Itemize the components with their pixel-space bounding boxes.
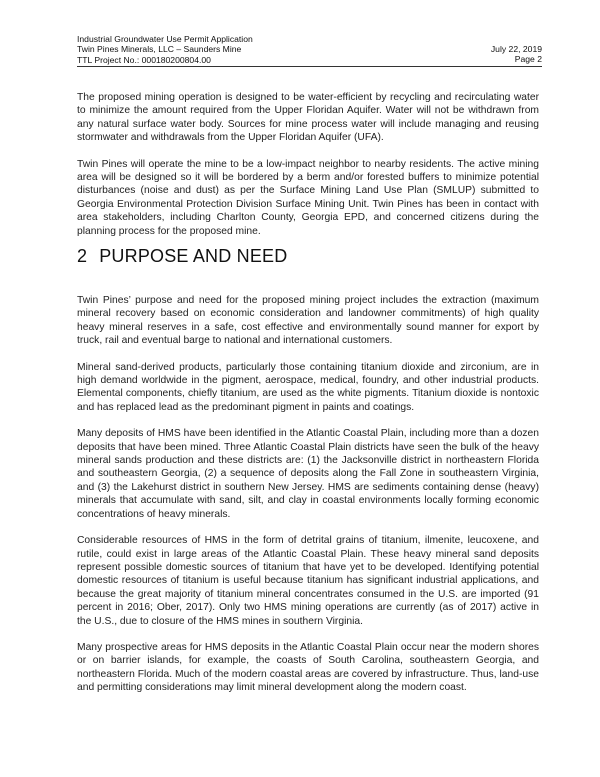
header-right: [491, 44, 542, 65]
paragraph: Considerable resources of HMS in the form of detrital grains of titanium, ilmenite, leucoxene, and rutile, could exist in large areas of the Atlantic Coastal Plain. These heavy mineral sand deposits represent possible domestic sources of titanium that have yet to be developed. Identifying potential domestic resources of titanium is useful because titanium has significant industrial applications, and because the great majority of titanium mineral concentrates consumed in the U.S. are imported (91 percent in 2016; Ober, 2017). Only two HMS mining operations are currently (as of 2017) active in the U.S., due to closure of the HMS mines in southern Virginia.: [77, 535, 539, 627]
header-company: Twin Pines Minerals, LLC – Saunders Mine: [77, 44, 242, 55]
header-document-title: Industrial Groundwater Use Permit Application: [77, 34, 253, 44]
header-project-number: TTL Project No.: 000180200804.00: [77, 54, 211, 65]
section-heading: [77, 246, 287, 267]
section-title: PURPOSE AND NEED: [99, 246, 288, 266]
paragraph: The proposed mining operation is designed to be water-efficient by recycling and recirculating water to minimize the amount required from the Upper Floridan Aquifer. Water will not be withdrawn from any natural surface water body. Sources for mine process water will include managing and reusing stormwater and withdrawals from the Upper Floridan Aquifer (UFA).: [77, 92, 539, 144]
intro-text-block: [77, 91, 539, 238]
header-left: [77, 34, 253, 65]
header-divider: [77, 66, 542, 67]
paragraph: Mineral sand-derived products, particularly those containing titanium dioxide and zirconium, are in high demand worldwide in the pigment, aerospace, medical, foundry, and other industrial products. Elemental components, chiefly titanium, are used as the white pigments. Titanium dioxide is nontoxic and has replaced lead as the predominant pigment in paints and coatings.: [77, 361, 539, 413]
header-page-number: Page 2: [514, 54, 542, 65]
header-date: July 22, 2019: [490, 44, 542, 54]
section-text-block: [77, 294, 539, 695]
page-header: [77, 31, 542, 67]
paragraph: Many prospective areas for HMS deposits in the Atlantic Coastal Plain occur near the modern shores or on barrier islands, for example, the coasts of South Carolina, southeastern Georgia, and northeastern Florida. Much of the modern coastal areas are covered by infrastructure. Thus, land-use and permitting considerations may limit mineral development along the modern coast.: [77, 641, 539, 694]
paragraph: Twin Pines will operate the mine to be a low-impact neighbor to nearby residents. The active mining area will be designed so it will be bordered by a berm and/or forested buffers to minimize potential disturbances (noise and dust) as per the Surface Mining Land Use Plan (SMLUP) submitted to Georgia Environmental Protection Division Surface Mining Unit. Twin Pines has been in contact with area stakeholders, including Charlton County, Georgia EPD, and concerned citizens during the planning process for the proposed mine.: [77, 158, 539, 237]
paragraph: Twin Pines’ purpose and need for the proposed mining project includes the extraction (maximum mineral recovery based on economic consideration and landowner commitments) of high quality heavy mineral reserves in a safe, cost effective and environmentally sound manner for export by truck, rail and eventual barge to national and international customers.: [77, 295, 539, 347]
section-number: 2: [77, 246, 88, 266]
paragraph: Many deposits of HMS have been identified in the Atlantic Coastal Plain, including more than a dozen deposits that have been mined. Three Atlantic Coastal Plain districts have seen the bulk of the heavy mineral sands production and these districts are: (1) the Jacksonville district in northeastern Florida and southeastern Georgia, (2) a sequence of deposits along the Fall Zone in southeastern Virginia, and (3) the Lakehurst district in southern New Jersey. HMS are sediments containing dense (heavy) minerals that accumulate with sand, silt, and clay in coastal environments locally forming economic concentrations of heavy minerals.: [77, 428, 539, 520]
